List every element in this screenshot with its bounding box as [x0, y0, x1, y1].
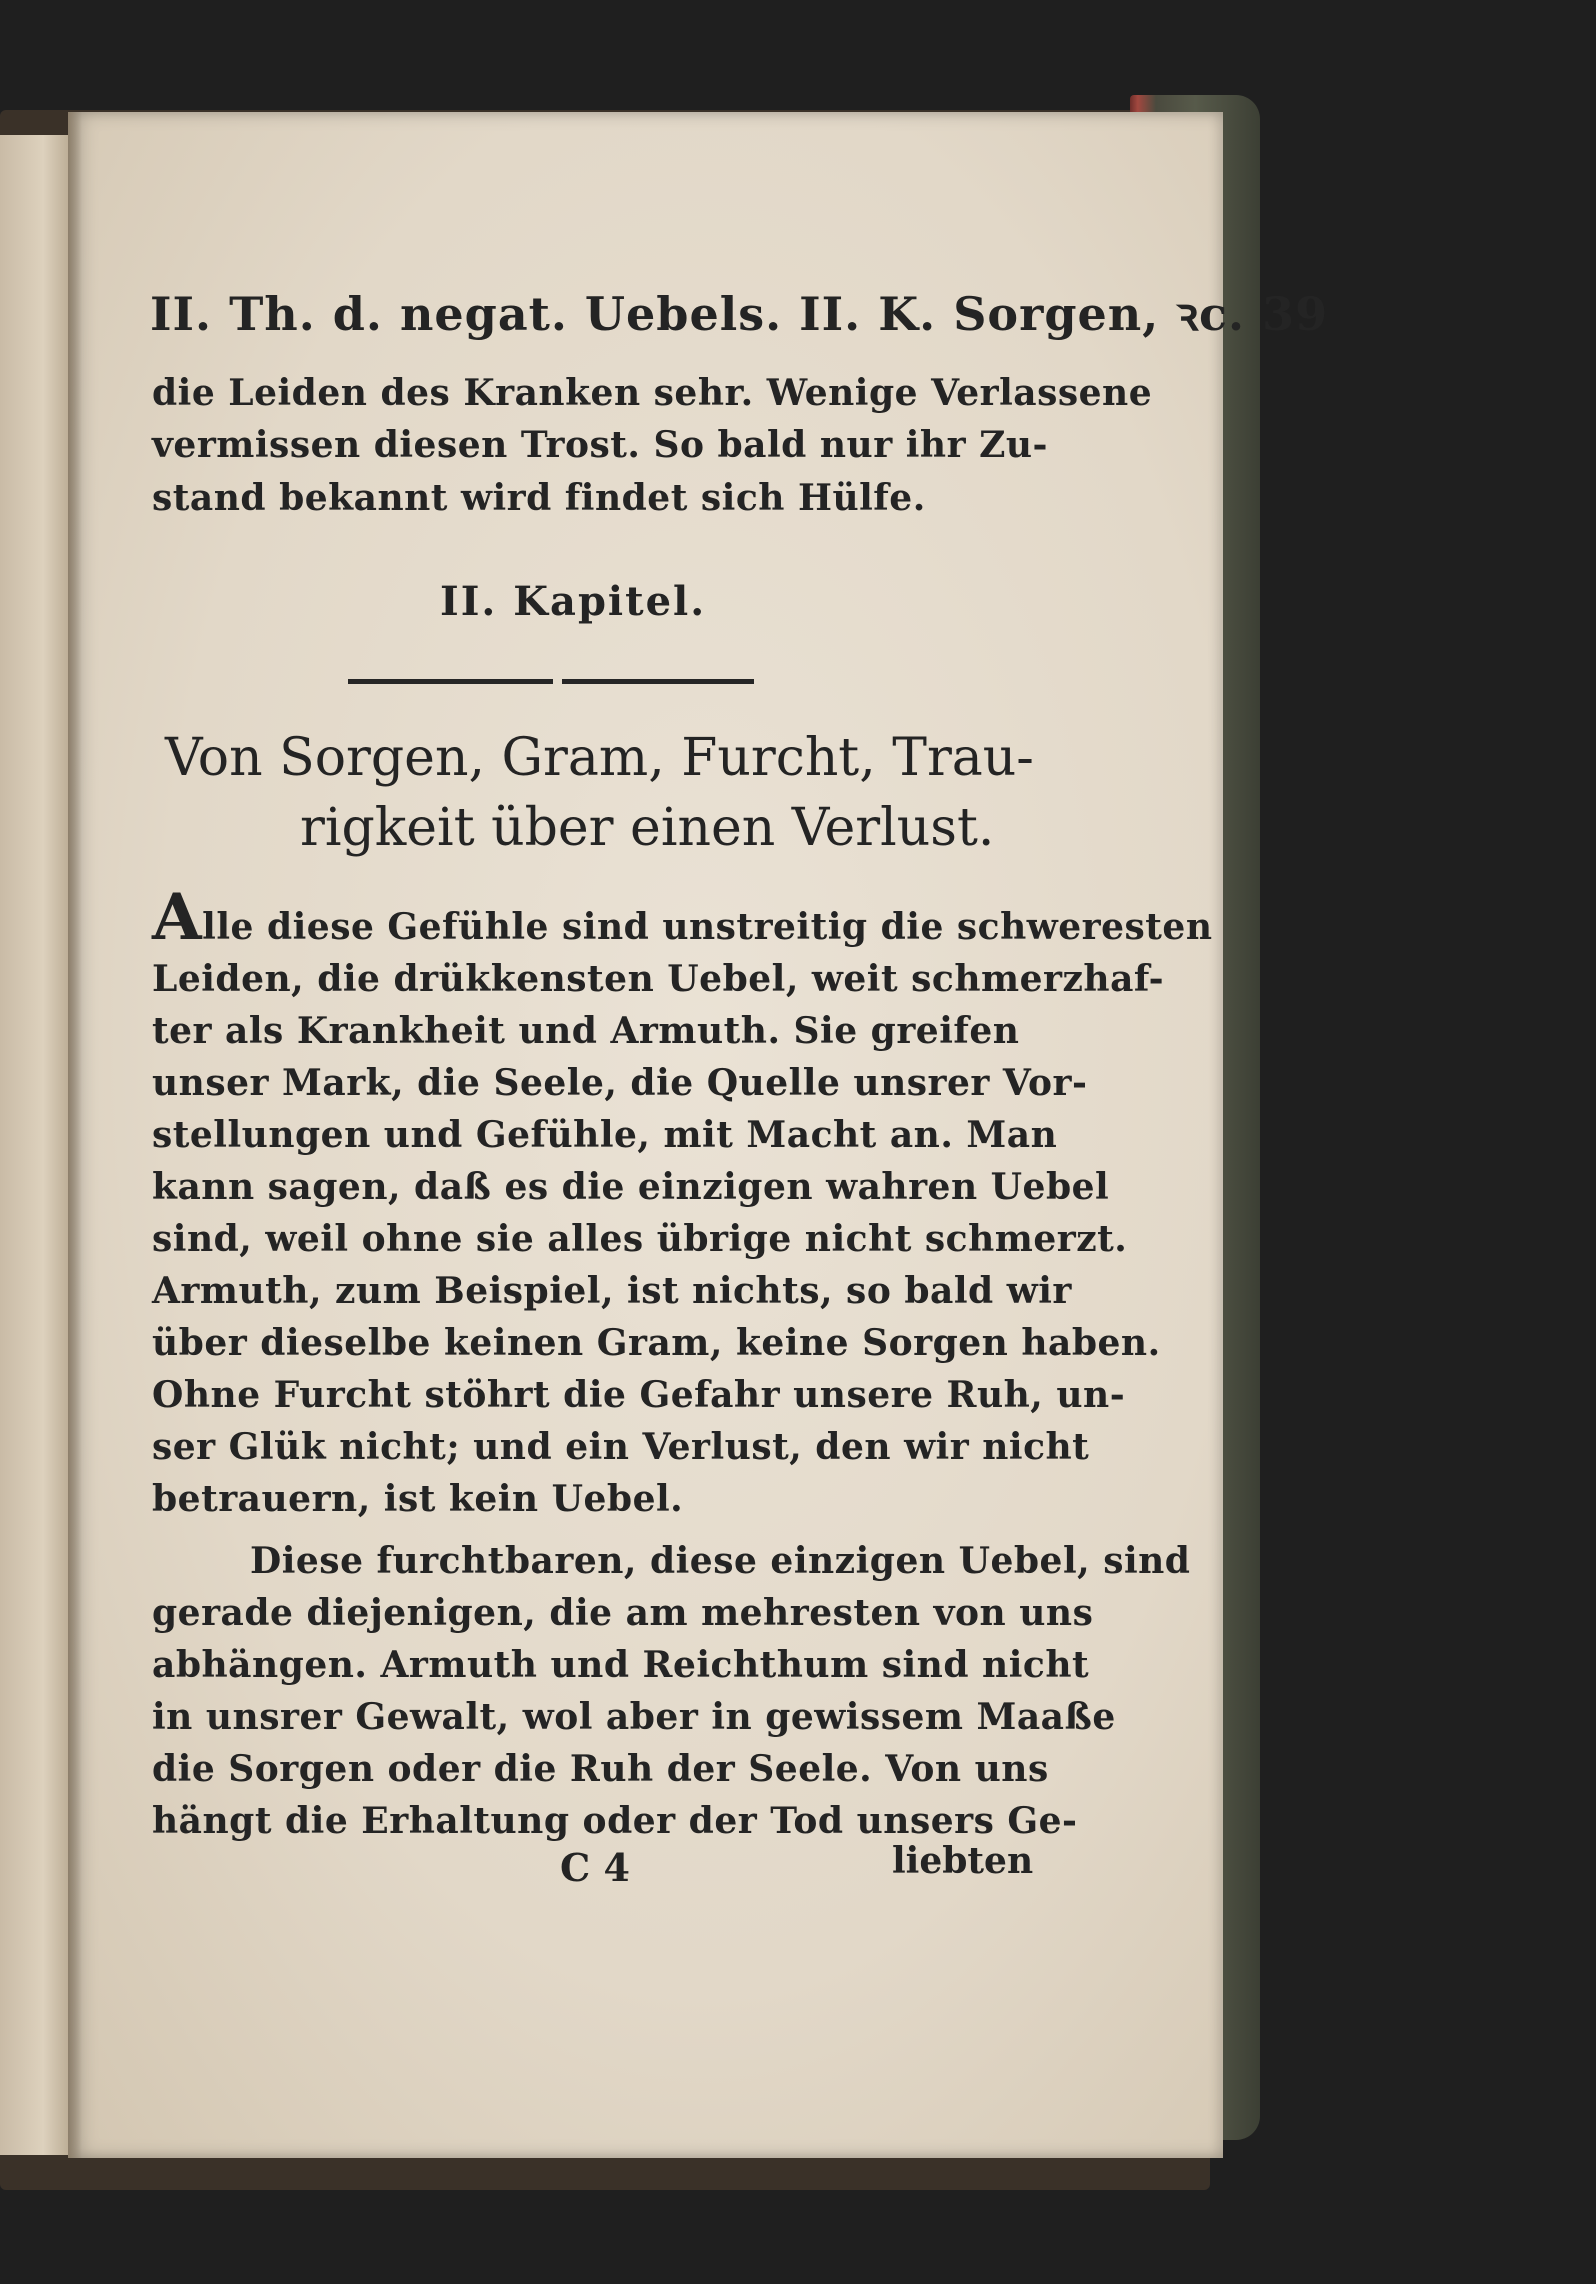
intro-line-1: die Leiden des Kranken sehr. Wenige Verlassene	[152, 372, 1153, 414]
paragraph-2-line-1: Diese furchtbaren, diese einzigen Uebel, sind	[250, 1540, 1191, 1582]
paragraph-1-line-1	[152, 880, 1213, 955]
paragraph-2-line-2: gerade diejenigen, die am mehresten von uns	[152, 1592, 1094, 1634]
paragraph-1-line-3: ter als Krankheit und Armuth. Sie greifen	[152, 1010, 1020, 1052]
paragraph-2-line-5: die Sorgen oder die Ruh der Seele. Von uns	[152, 1748, 1049, 1790]
chapter-title-line-2: rigkeit über einen Verlust.	[300, 798, 995, 858]
left-page-edge	[0, 135, 72, 2155]
paragraph-2-line-4: in unsrer Gewalt, wol aber in gewissem Maaße	[152, 1696, 1116, 1738]
paragraph-2-line-6: hängt die Erhaltung oder der Tod unsers Ge-	[152, 1800, 1078, 1842]
paragraph-1-line-4: unser Mark, die Seele, die Quelle unsrer Vor-	[152, 1062, 1088, 1104]
paragraph-1-line-8: Armuth, zum Beispiel, ist nichts, so bald wir	[152, 1270, 1072, 1312]
rule-right	[562, 679, 754, 684]
drop-initial: A	[152, 880, 203, 955]
paragraph-2-line-3: abhängen. Armuth und Reichthum sind nicht	[152, 1644, 1090, 1686]
paragraph-1-line-11: ser Glük nicht; und ein Verlust, den wir nicht	[152, 1426, 1090, 1468]
paragraph-1-line-5: stellungen und Gefühle, mit Macht an. Man	[152, 1114, 1058, 1156]
signature-mark: C 4	[560, 1845, 630, 1890]
rule-left	[348, 679, 553, 684]
catchword: liebten	[892, 1840, 1034, 1882]
running-header: II. Th. d. negat. Uebels. II. K. Sorgen, ꝛc. 39	[150, 287, 1329, 341]
paragraph-1-line-9: über dieselbe keinen Gram, keine Sorgen haben.	[152, 1322, 1161, 1364]
intro-line-3: stand bekannt wird findet sich Hülfe.	[152, 477, 926, 519]
paragraph-1-line-1-text: lle diese Gefühle sind unstreitig die schweresten	[202, 906, 1213, 948]
paragraph-1-line-12: betrauern, ist kein Uebel.	[152, 1478, 684, 1520]
chapter-heading: II. Kapitel.	[440, 578, 707, 625]
paragraph-1-line-7: sind, weil ohne sie alles übrige nicht schmerzt.	[152, 1218, 1128, 1260]
page-gutter-shadow	[68, 112, 82, 2158]
chapter-title-line-1: Von Sorgen, Gram, Furcht, Trau-	[165, 728, 1034, 788]
intro-line-2: vermissen diesen Trost. So bald nur ihr Zu-	[152, 424, 1048, 466]
paragraph-1-line-10: Ohne Furcht stöhrt die Gefahr unsere Ruh, un-	[152, 1374, 1126, 1416]
paragraph-1-line-2: Leiden, die drükkensten Uebel, weit schmerzhaf-	[152, 958, 1165, 1000]
paragraph-1-line-6: kann sagen, daß es die einzigen wahren Uebel	[152, 1166, 1110, 1208]
